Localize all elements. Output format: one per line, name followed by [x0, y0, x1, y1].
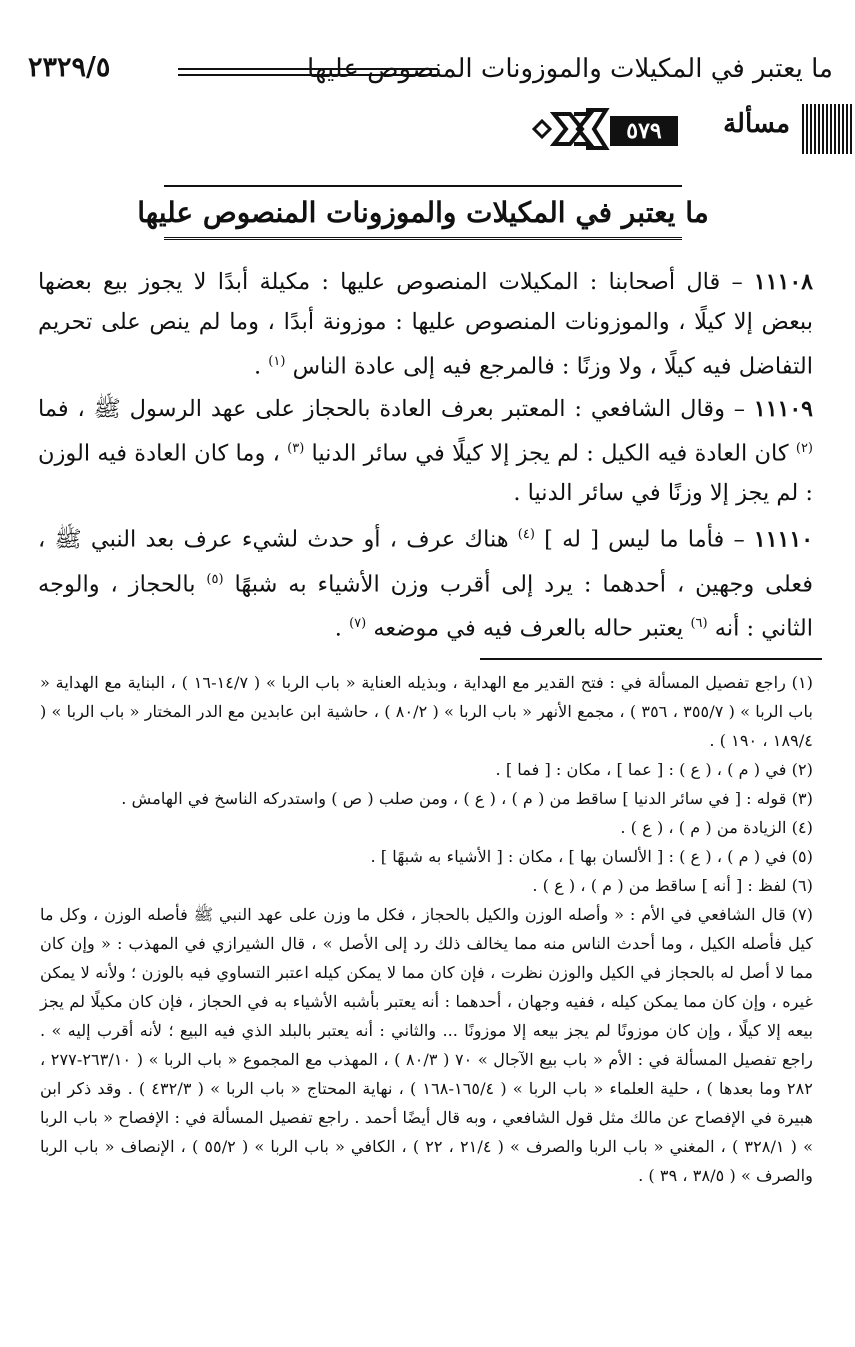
footnote-ref: (٦)	[690, 616, 708, 631]
footnotes	[40, 668, 813, 1190]
footnote-ref: (٤)	[517, 527, 535, 542]
footnote-7: (٧) قال الشافعي في الأم : « وأصله الوزن والكيل بالحجاز ، فكل ما وزن على عهد النبي ﷺ فأصله الوزن ، وكل ما كيل فأصله الكيل ، وما أحدث الناس منه مما يخالف ذلك رد إلى الأصل » ، قال الشيرازي في المهذب : « وإن كان مما لا أصل له بالحجاز في الكيل والوزن نظرت ، فإن كان مما لا يمكن كيله اعتبر التساوي فيه بالوزن ؛ ولأنه لا يمكن غيره ، وإن كان مما يمكن كيله ، ففيه وجهان ، أحدهما : أنه يعتبر بأشبه الأشياء به في الحجاز ، فإن كان مكيلًا لم يجز بيعه إلا كيلًا ، وإن كان موزونًا لم يجز بيعه إلا موزونًا ... والثاني : أنه يعتبر بالبلد الذي فيه البيع ؛ لأنه أقرب إليه » . راجع تفصيل المسألة في : الأم « باب بيع الآجال » ٧٠ ( ٨٠/٣ ) ، المهذب مع المجموع « باب الربا » ( ٢٦٣/١٠-٢٧٧ ، ٢٨٢ وما بعدها ) ، حلية العلماء « باب الربا » ( ١٦٥/٤-١٦٨ ) ، نهاية المحتاج « باب الربا » ( ٤٣٢/٣ ) . وقد ذكر ابن هبيرة في الإفصاح عن مالك مثل قول الشافعي ، وبه قال أيضًا أحمد . راجع تفصيل المسألة في : الإفصاح « باب الربا » ( ٣٢٨/١ ) ، المغني « باب الربا والصرف » ( ٢١/٤ ، ٢٢ ) ، الكافي « باب الربا » ( ٥٥/٢ ) ، الإنصاف « باب الربا والصرف » ( ٣٨/٥ ، ٣٩ ) .	[40, 905, 814, 1185]
page-number: ٢٣٢٩/٥	[28, 52, 111, 83]
paragraph-text: كان العادة فيه الكيل : لم يجز إلا كيلًا في سائر الدنيا	[304, 440, 796, 466]
footnote-ref: (٥)	[206, 571, 224, 587]
paragraph-11108	[38, 262, 813, 387]
paragraph-tail: .	[253, 353, 269, 380]
paragraph-text: يعتبر حاله بالعرف فيه في موضعه	[366, 615, 691, 642]
question-number-badge: ٥٧٩	[610, 116, 678, 146]
paragraph-tail: ، وما كان العادة فيه الوزن : لم يجز إلا وزنًا في سائر الدنيا .	[38, 440, 813, 506]
header-rule	[178, 68, 438, 76]
footnote-1: (١) راجع تفصيل المسألة في : فتح القدير مع الهداية ، وبذيله العناية « باب الربا » ( ١٤/٧-١٦ ) ، البناية مع الهداية « باب الربا » ( ٣٥٥/٧ ، ٣٥٦ ) ، مجمع الأنهر « باب الربا » ( ٨٠/٢ ) ، حاشية ابن عابدين مع الدر المختار « باب الربا » ( ١٨٩/٤ ، ١٩٠ ) .	[40, 673, 813, 750]
paragraph-11109	[38, 389, 813, 514]
paragraph-number: ١١١٠٨	[753, 269, 813, 295]
question-banner	[530, 104, 852, 156]
paragraph-text: – قال أصحابنا : المكيلات المنصوص عليها : مكيلة أبدًا لا يجوز بيع بعضها ببعض إلا كيلًا ، والموزونات المنصوص عليها : موزونة أبدًا ، وما لم ينص على تحريم التفاضل فيه كيلًا ، ولا وزنًا : فالمرجع فيه إلى عادة الناس	[38, 269, 813, 380]
paragraph-text: – فأما ما ليس [ له ]	[534, 526, 754, 553]
main-text	[38, 262, 813, 651]
running-title: ما يعتبر في المكيلات والموزونات المنصوص عليها	[307, 54, 833, 84]
paragraph-11110	[38, 515, 813, 649]
footnote-3: (٣) قوله : [ في سائر الدنيا ] ساقط من ( م ) ، ( ع ) ، ومن صلب ( ص ) واستدركه الناسخ في الهامش .	[121, 789, 813, 808]
footnote-ref: (٧)	[349, 616, 367, 631]
paragraph-text: هناك عرف ، أو حدث لشيء عرف بعد النبي ﷺ ، فعلى وجهين ، أحدهما : يرد إلى أقرب وزن الأشياء به شبهًا	[38, 526, 813, 597]
paragraph-number: ١١١١٠	[753, 526, 814, 553]
footnote-2: (٢) في ( م ) ، ( ع ) : [ عما ] ، مكان : [ فما ] .	[495, 760, 813, 779]
paragraph-number: ١١١٠٩	[753, 395, 813, 422]
footnote-ref: (١)	[268, 354, 286, 369]
footnote-4: (٤) الزيادة من ( م ) ، ( ع ) .	[620, 818, 813, 837]
paragraph-tail: .	[334, 615, 350, 642]
paragraph-text: – وقال الشافعي : المعتبر بعرف العادة بالحجاز على عهد الرسول ﷺ ، فما	[38, 395, 754, 422]
footnote-5: (٥) في ( م ) ، ( ع ) : [ الألسان بها ] ، مكان : [ الأشياء به شبهًا ] .	[370, 847, 813, 866]
running-header	[28, 48, 833, 88]
footnote-ref: (٣)	[287, 440, 305, 456]
footnote-separator	[480, 658, 822, 660]
decorative-knot-ornament	[530, 106, 610, 152]
footnote-ref: (٢)	[795, 440, 813, 456]
paragraph-text: بالحجاز ، والوجه الثاني : أنه	[38, 571, 813, 642]
section-title: ما يعتبر في المكيلات والموزونات المنصوص عليها	[137, 195, 709, 229]
question-label: مسألة	[723, 109, 790, 139]
footnote-6: (٦) لفظ : [ أنه ] ساقط من ( م ) ، ( ع ) .	[532, 876, 813, 895]
section-title-box	[137, 185, 709, 240]
barcode-ornament	[802, 104, 852, 154]
